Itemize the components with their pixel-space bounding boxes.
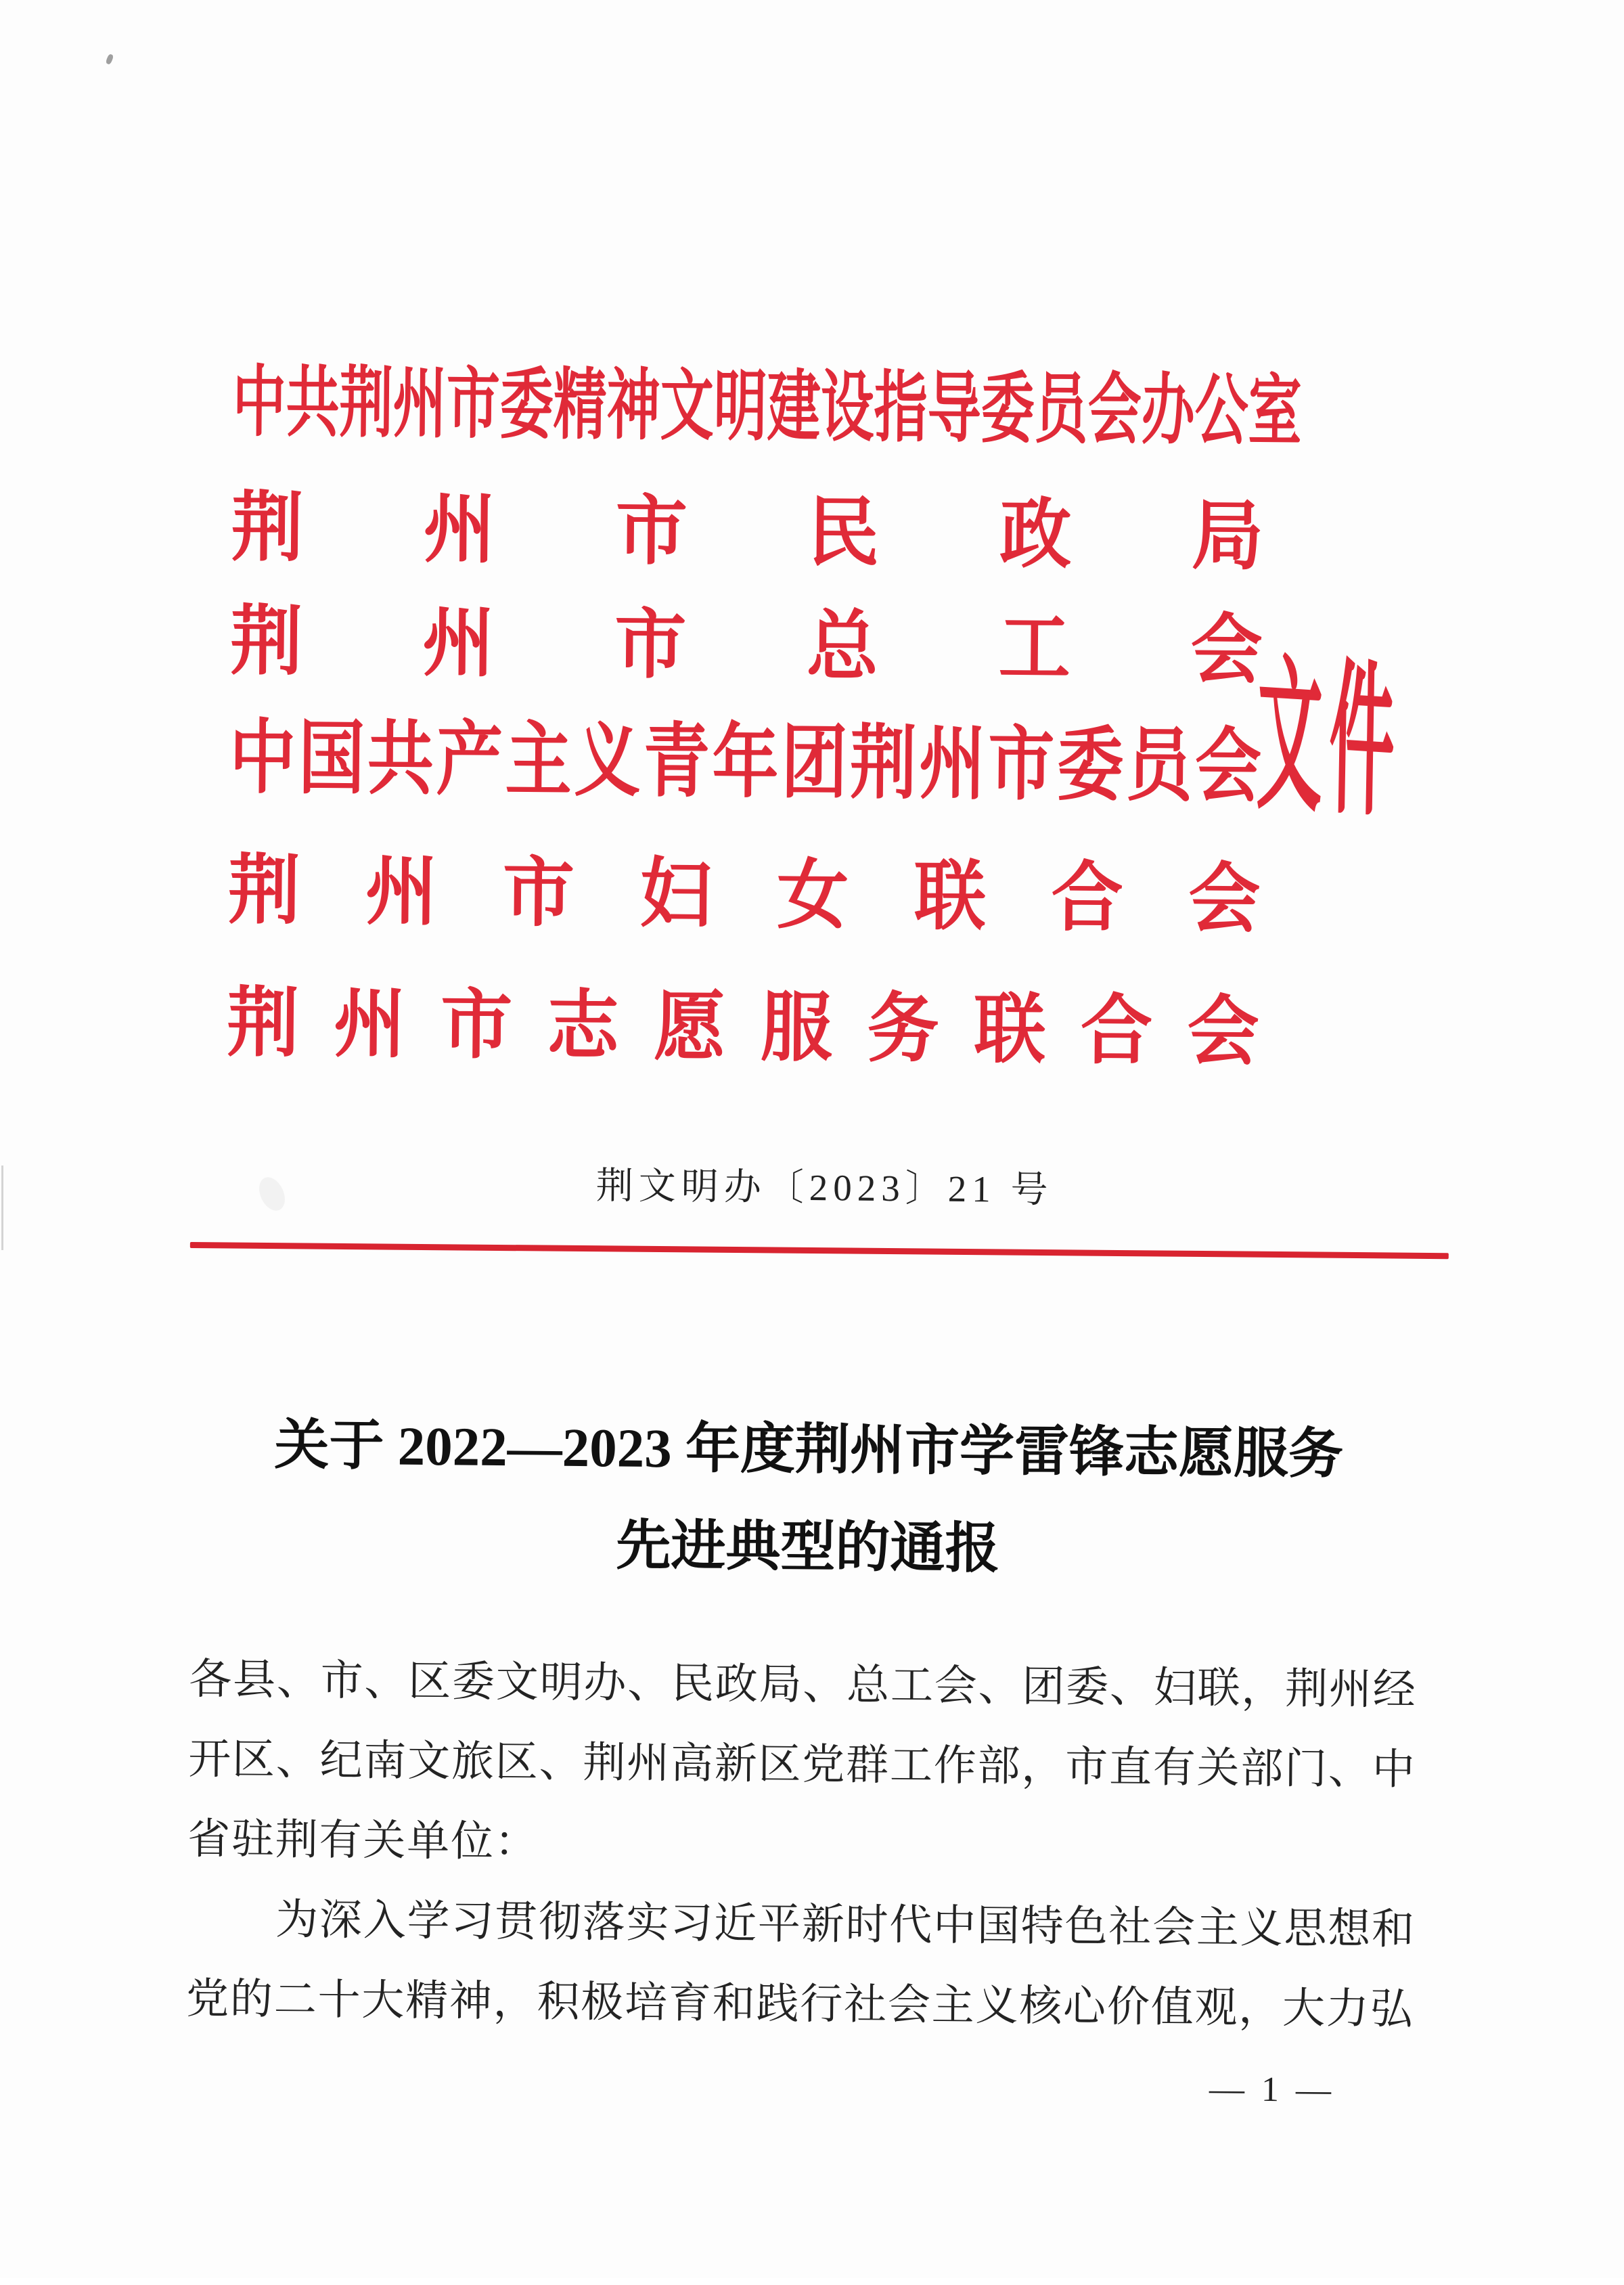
org-line-womens-federation: 荆 州 市 妇 女 联 合 会	[227, 847, 1261, 942]
org-line-volunteer-service-federation: 荆 州 市 志 愿 服 务 联 合 会	[227, 980, 1260, 1075]
letterhead	[9, 0, 1624, 1075]
org-line-civilization-office: 中 共 荆 州 市 委 精 神 文 明 建 设 指 导 委 员 会 办 公 室	[232, 357, 1303, 455]
document-title	[188, 1396, 1428, 1601]
org-line-civil-affairs-bureau: 荆 州 市 民 政 局	[231, 485, 1264, 579]
org-line-federation-trade-unions: 荆 州 市 总 工 会	[230, 598, 1263, 693]
title-line-2: 先进典型的通报	[616, 1515, 1000, 1580]
body-line: 党的二十大精神，积极培育和践行社会主义核心价值观，大力弘	[185, 1974, 1414, 2033]
title-line-1: 关于 2022—2023 年度荆州市学雷锋志愿服务	[274, 1415, 1344, 1485]
body-line: 省驻荆有关单位：	[187, 1815, 539, 1866]
body-line: 开区、纪南文旅区、荆州高新区党群工作部，市直有关部门、中	[187, 1735, 1416, 1794]
body-line: 各县、市、区委文明办、民政局、总工会、团委、妇联，荆州经	[188, 1656, 1417, 1714]
document-number: 荆文明办〔2023〕21 号	[595, 1165, 1054, 1211]
page-number: — 1 —	[1209, 2070, 1336, 2110]
red-separator-line	[190, 1242, 1449, 1259]
body-text	[186, 1639, 1422, 2049]
org-line-youth-league-committee: 中 国 共 产 主 义 青 年 团 荆 州 市 委 员 会	[229, 711, 1262, 812]
body-line: 为深入学习贯彻落实习近平新时代中国特色社会主义思想和	[275, 1896, 1416, 1953]
document-type-label: 文件	[1255, 643, 1403, 838]
